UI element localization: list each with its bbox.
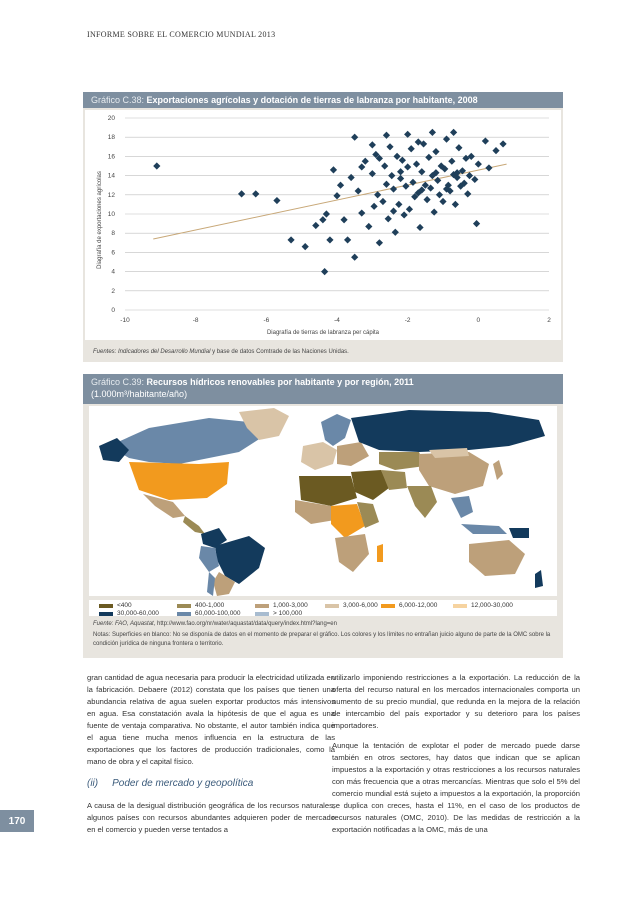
data-point [492,147,499,154]
legend-label: > 100,000 [273,610,303,617]
running-header: INFORME SOBRE EL COMERCIO MUNDIAL 2013 [87,30,276,39]
legend-label: 1,000-3,000 [273,602,308,609]
figure-label: Gráfico C.38: [91,95,145,105]
data-point [429,129,436,136]
region-chile [207,572,215,596]
region-india [407,486,437,518]
legend-item [255,610,302,617]
data-point [358,209,365,216]
data-point [464,190,471,197]
data-point [390,208,397,215]
body-column-right [332,672,580,844]
y-tick-label: 16 [107,153,115,161]
legend-swatch [177,604,191,608]
data-point [348,174,355,181]
body-paragraph: gran cantidad de agua necesaria para producir la electricidad utilizada en la fabricación. Debaere (2012) constata que los países que tienen una abundancia relativa de agua suelen exportar productos más intensivos en agua. Esa constatación avala la hipótesis de que el agua es una fuente de ventaja comparativa. No obstante, el autor también indica que el agua tiene mucha menos influencia en la estructura de las exportaciones que los factores de producción tradicionales, como la mano de obra y el capital físico. [87,673,335,766]
data-point [395,201,402,208]
legend-label: 3,000-6,000 [343,602,378,609]
y-axis-label: Diagrafía de exportaciones agrícolas [97,171,103,269]
data-point [153,162,160,169]
data-point [471,176,478,183]
section-number: (ii) [87,778,99,789]
y-tick-label: 10 [107,211,115,218]
figure-title [83,374,563,404]
source-italic: Fuente: FAO, [93,621,131,627]
data-point [466,172,473,179]
data-point [312,222,319,229]
data-point [443,136,450,143]
region-indonesia [461,524,507,534]
region-japan [493,460,503,480]
y-tick-label: 12 [107,191,115,199]
y-tick-label: 4 [111,268,115,276]
section-heading [87,778,335,790]
data-point [358,163,365,170]
data-point [355,187,362,194]
data-point [376,239,383,246]
region-southeast-asia [451,496,473,518]
data-point [344,236,351,243]
body-paragraph: A causa de la desigual distribución geográfica de los recursos naturales, algunos países con recursos abundantes adquieren poder de mercado en el comercio y pueden verse tentados a [87,801,335,834]
data-point [390,185,397,192]
data-point [425,154,432,161]
data-point [273,197,280,204]
legend-label: 6,000-12,000 [399,602,438,609]
legend-swatch [325,604,339,608]
legend-label: 30,000-60,000 [117,610,159,617]
legend-item [381,602,437,609]
data-point [406,206,413,213]
legend-label: 60,000-100,000 [195,610,241,617]
section-title: Poder de mercado y geopolítica [112,778,254,789]
data-point [401,211,408,218]
map-legend [89,600,557,616]
data-point [383,181,390,188]
x-tick-label: 0 [476,317,481,324]
region-western-europe [301,442,337,470]
source-italic: Fuentes: Indicadores del Desarrollo Mundial [93,349,211,355]
data-point [431,208,438,215]
legend-item [177,610,241,617]
scatter-chart [85,110,561,340]
data-point [392,229,399,236]
grid [125,118,549,310]
data-point [439,198,446,205]
y-tick-label: 0 [111,307,115,314]
figure-label: Gráfico C.39: [91,377,145,387]
legend-item [99,610,159,617]
data-point [436,191,443,198]
region-russia [351,410,545,452]
data-point [381,162,388,169]
legend-label: 12,000-30,000 [471,602,513,609]
data-point [432,148,439,155]
data-point [326,236,333,243]
x-axis-label: Diagrafía de tierras de labranza per cápita [266,330,380,336]
figure-title-unit: (1.000m³/habitante/año) [91,389,188,399]
region-australia [469,540,525,576]
x-tick-labels [120,317,551,324]
data-point [450,129,457,136]
data-point [333,192,340,199]
data-point [351,134,358,141]
data-point [330,166,337,173]
region-scandinavia [321,414,351,446]
legend-item [453,602,513,609]
data-point [238,190,245,197]
figure-c38 [83,92,563,362]
data-point [399,157,406,164]
legend-item [255,602,308,609]
legend-swatch [381,604,395,608]
y-tick-label: 6 [111,249,115,257]
data-point [252,190,259,197]
world-map [89,406,557,596]
x-tick-label: -4 [334,317,340,324]
figure-title-text: Exportaciones agrícolas y dotación de tierras de labranza por habitante, 2008 [146,95,478,105]
source-rest: y base de datos Comtrade de las Naciones Unidas. [210,349,349,355]
data-point [413,160,420,167]
data-point [402,183,409,190]
region-eastern-europe [337,442,369,466]
region-madagascar [377,544,383,562]
data-point [388,172,395,179]
data-point [365,223,372,230]
data-point [404,131,411,138]
region-papua [509,528,529,538]
region-canada [109,418,264,464]
data-point [362,158,369,165]
data-point [455,144,462,151]
source-italic-2: Aquastat [130,621,154,627]
y-tick-label: 18 [107,134,115,142]
legend-swatch [255,604,269,608]
legend-swatch [99,612,113,616]
data-point [408,145,415,152]
body-column-left [87,672,335,844]
scatter-plot-area [85,110,561,340]
data-point [371,203,378,210]
figure-source [93,348,553,357]
figure-notes: Notas: Superficies en blanco: No se disponía de datos en el momento de preparar el gráfico. Los colores y los límites no entrañan juicio alguno de parte de la OMC sobre la condición jurídica de ninguna frontera o territorio. [93,632,551,647]
x-tick-label: -8 [192,317,199,324]
x-tick-label: -6 [263,317,270,324]
figure-title [83,92,563,108]
data-point [416,224,423,231]
legend-item [99,602,132,609]
legend-swatch [99,604,113,608]
legend-label: 400-1,000 [195,602,225,609]
data-point [397,168,404,175]
figure-source [93,620,553,629]
data-point [321,268,328,275]
legend-swatch [453,604,467,608]
y-tick-label: 14 [107,172,115,180]
world-map-svg [89,406,557,596]
data-point [393,153,400,160]
data-point [383,132,390,139]
y-tick-label: 2 [111,287,115,295]
body-paragraph: utilizarlo imponiendo restricciones a la exportación. La reducción de la oferta del recurso natural en los mercados internacionales comporta un aumento de su precio mundial, que redunda en la mejora de la relación de intercambio del país exportador y su deterioro para los países importadores. [332,673,580,730]
source-rest: , http://www.fao.org/nr/water/aquastat/data/query/index.html?lang=en [153,621,337,627]
data-point [319,216,326,223]
data-point [287,236,294,243]
data-point [337,182,344,189]
x-tick-label: -2 [404,317,411,324]
y-tick-label: 8 [111,230,115,238]
figure-c39 [83,374,563,658]
region-southern-africa [335,534,369,572]
data-point [397,175,404,182]
data-point [485,164,492,171]
y-tick-label: 20 [107,115,115,122]
data-point [404,163,411,170]
data-point [379,198,386,205]
y-tick-labels [108,115,116,314]
legend-item [325,602,378,609]
data-point [424,196,431,203]
page-number: 170 [0,810,34,832]
data-point [323,210,330,217]
data-point [369,141,376,148]
data-point [369,170,376,177]
data-point [340,216,347,223]
legend-swatch [255,612,269,616]
data-point [302,243,309,250]
legend-swatch [177,612,191,616]
data-point [418,168,425,175]
x-tick-label: -10 [120,317,130,324]
x-tick-label: 2 [547,317,551,324]
data-point [499,140,506,147]
legend-item [177,602,224,609]
data-point [386,143,393,150]
legend-label: <400 [117,602,132,609]
figure-title-text: Recursos hídricos renovables por habitante y por región, 2011 [146,377,414,387]
data-point [473,220,480,227]
data-point [448,158,455,165]
data-point [482,137,489,144]
region-central-america [183,516,205,534]
data-point [351,254,358,261]
region-kazakhstan [379,452,425,470]
region-north-africa [299,476,357,506]
data-point [385,215,392,222]
region-new-zealand [535,570,543,588]
body-paragraph: Aunque la tentación de explotar el poder de mercado puede darse también en otros sectores, hay datos que indican que se aplican impuestos a la exportación y otras restricciones a los recursos naturales con más frecuencia que a otras mercancías. Mientras que solo el 5% del comercio mundial está sujeto a impuestos a la exportación, la proporción se duplica con creces, hasta el 11%, en el caso de los productos de recursos naturales (OMC, 2010). De las medidas de restricción a la exportación notificadas a la OMC, más de una [332,741,580,834]
data-point [452,201,459,208]
data-point [475,160,482,167]
